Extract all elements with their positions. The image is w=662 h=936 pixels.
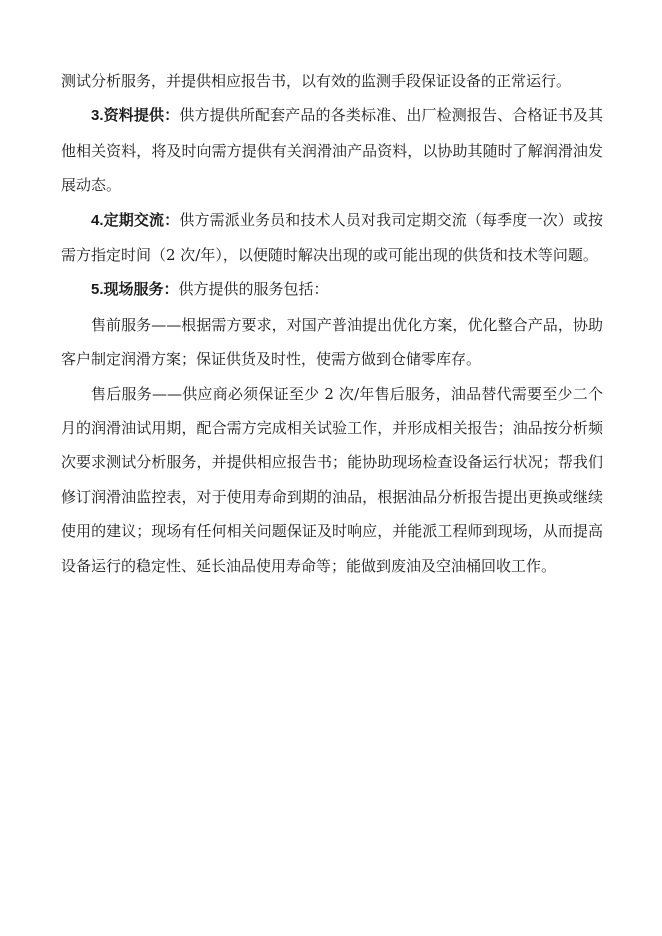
paragraph-data-provision	[61, 98, 603, 202]
paragraph-text: 供方提供所配套产品的各类标准、出厂检测报告、合格证书及其他相关资料，将及时向需方提供有关润滑油产品资料，以协助其随时了解润滑油发展动态。	[61, 106, 603, 195]
paragraph-onsite-service	[61, 272, 603, 307]
paragraph-text: 供方需派业务员和技术人员对我司定期交流（每季度一次）或按需方指定时间（2 次/年），以便随时解决出现的或可能出现的供货和技术等问题。	[61, 210, 603, 265]
paragraph-text: 测试分析服务，并提供相应报告书，以有效的监测手段保证设备的正常运行。	[61, 72, 572, 90]
section-heading: 5.现场服务：	[91, 281, 179, 299]
paragraph-text: 售后服务——供应商必须保证至少 2 次/年售后服务，油品替代需要至少二个月的润滑油试用期，配合需方完成相关试验工作，并形成相关报告；油品按分析频次要求测试分析服务，并提供相应报告书；能协助现场检查设备运行状况；帮我们修订润滑油监控表，对于使用寿命到期的油品，根据油品分析报告提出更换或继续使用的建议；现场有任何相关问题保证及时响应，并能派工程师到现场，从而提高设备运行的稳定性、延长油品使用寿命等；能做到废油及空油桶回收工作。	[61, 384, 603, 575]
document-body	[61, 64, 603, 583]
section-heading: 4.定期交流：	[91, 211, 180, 229]
section-heading: 3.资料提供：	[91, 107, 180, 125]
paragraph-text: 售前服务——根据需方要求，对国产普油提出优化方案，优化整合产品，协助客户制定润滑方案；保证供货及时性，使需方做到仓储零库存。	[61, 315, 603, 369]
paragraph-presales-service	[61, 308, 603, 377]
paragraph-regular-exchange	[61, 203, 603, 273]
paragraph-aftersales-service	[61, 377, 603, 583]
paragraph-continuation	[61, 64, 603, 98]
paragraph-text: 供方提供的服务包括：	[178, 280, 329, 299]
